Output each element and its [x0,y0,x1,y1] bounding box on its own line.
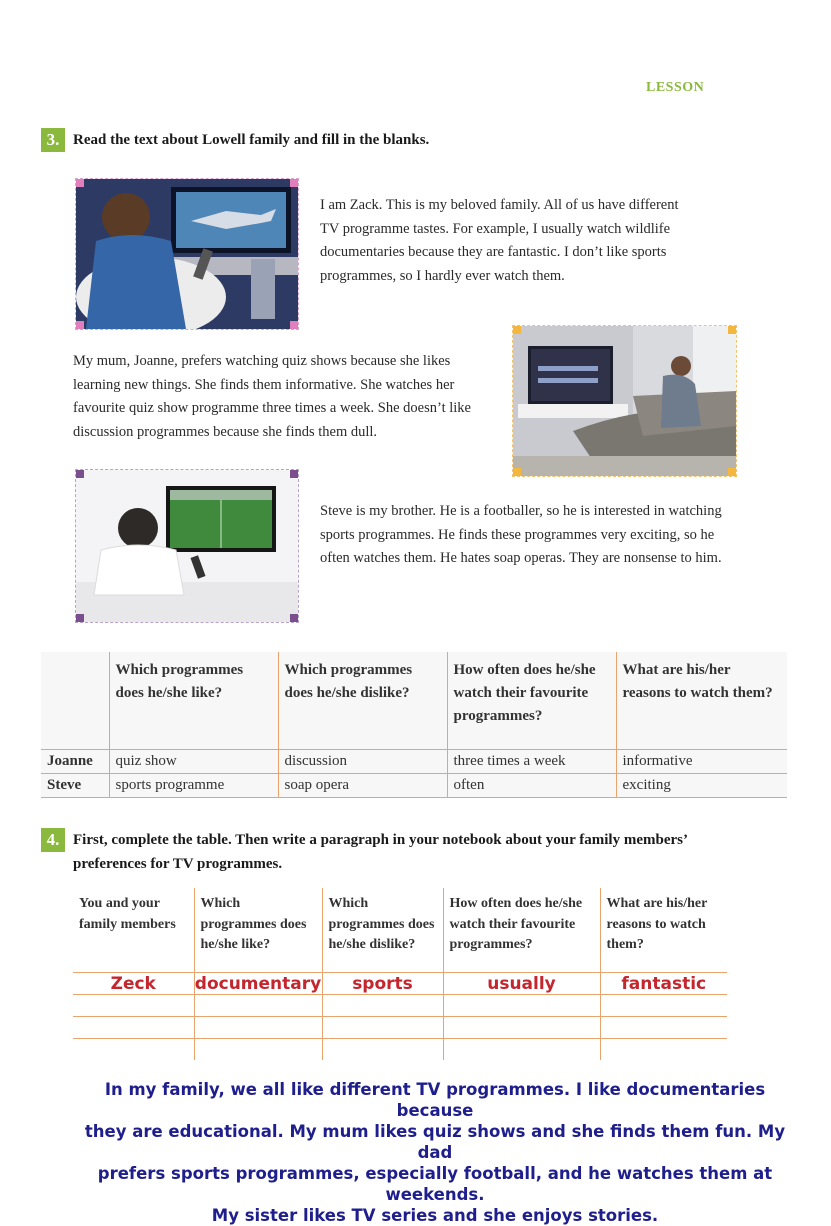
cell-member[interactable] [73,1039,194,1061]
paragraph-steve [320,500,770,571]
table-header-how-often: How often does he/she watch their favourite programmes? [447,652,616,750]
boy-watching-tv-illustration [76,179,298,329]
photo-woman-on-sofa [512,325,737,477]
cell-dislike: discussion [278,750,447,774]
cell-member[interactable] [73,995,194,1017]
photo-boy-watching-tv [75,178,299,330]
cell-reason[interactable] [600,1039,727,1061]
cell-reason: informative [616,750,787,774]
table-header-empty [41,652,109,750]
table-header-dislike: Which programmes does he/she dislike? [278,652,447,750]
exercise-3-title: Read the text about Lowell family and fill in the blanks. [73,132,430,148]
table-row [73,1017,727,1039]
exercise-3-number: 3. [41,128,65,152]
cell-reason[interactable] [600,995,727,1017]
cell-like[interactable] [194,995,322,1017]
cell-like[interactable]: documentary [194,973,322,994]
table-row [73,995,727,1017]
table-row [73,1039,727,1061]
row-name-steve: Steve [47,777,82,793]
table-header-row [41,652,787,750]
header-family-members: You and your family members [79,896,176,932]
row-name-joanne: Joanne [47,753,93,769]
header-dislike: Which programmes does he/she dislike? [322,888,443,973]
cell-dislike[interactable]: sports [322,973,443,995]
cell-how-often[interactable] [443,995,600,1017]
answer-line-3: prefers sports programmes, especially football, and he watches them at weekends. [97,1164,773,1204]
photo-man-watching-football [75,469,299,623]
cell-how-often[interactable] [443,1017,600,1039]
man-watching-football-illustration [76,470,298,622]
zack-line-2: TV programme tastes. For example, I usually watch wildlife [320,220,671,237]
mum-line-1: My mum, Joanne, prefers watching quiz shows because she likes [73,353,451,369]
zack-line-1: I am Zack. This is my beloved family. All of us have different [320,197,679,213]
table-header-reasons: What are his/her reasons to watch them? [616,652,787,750]
cell-dislike[interactable] [322,1039,443,1061]
cell-member[interactable] [73,1017,194,1039]
zack-line-4: programmes, so I hardly ever watch them. [320,267,565,284]
mum-line-2: learning new things. She finds them informative. She watches her [73,376,455,393]
exercise-4-title-line-2: preferences for TV programmes. [73,856,283,872]
header-like: Which programmes does he/she like? [194,888,322,973]
woman-on-sofa-illustration [513,326,736,476]
cell-like: sports programme [109,774,278,798]
answer-line-4: My sister likes TV series and she enjoys stories. [211,1206,659,1225]
mum-line-3: favourite quiz show programme three times a week. She doesn’t like [73,400,471,416]
paragraph-zack [320,194,740,288]
steve-line-3: often watches them. He hates soap operas. They are nonsense to him. [320,550,722,566]
cell-how-often[interactable] [443,1039,600,1061]
cell-member[interactable]: Zeck [110,973,156,994]
cell-like: quiz show [109,750,278,774]
cell-how-often[interactable]: usually [443,973,600,995]
header-reasons: What are his/her reasons to watch them? [600,888,727,973]
lesson-label: LESSON [646,80,705,95]
exercise-4-title-line-1: First, complete the table. Then write a paragraph in your notebook about your family members’ [73,832,688,848]
cell-reason: exciting [616,774,787,798]
steve-line-2: sports programmes. He finds these programmes very exciting, so he [320,526,715,543]
cell-like[interactable] [194,1039,322,1061]
cell-reason[interactable]: fantastic [600,973,727,995]
zack-line-3: documentaries because they are fantastic. I don’t like sports [320,244,667,260]
answer-line-2: they are educational. My mum likes quiz shows and she finds them fun. My dad [84,1122,786,1162]
cell-reason[interactable] [600,1017,727,1039]
table-header-like: Which programmes does he/she like? [109,652,278,750]
cell-dislike[interactable] [322,995,443,1017]
steve-line-1: Steve is my brother. He is a footballer, so he is interested in watching [320,503,722,519]
header-how-often: How often does he/she watch their favourite programmes? [443,888,600,973]
mum-line-4: discussion programmes because she finds them dull. [73,423,378,440]
cell-how-often: often [447,774,616,798]
exercise-4-table [73,888,727,1060]
exercise-4-number: 4. [41,828,65,852]
cell-like[interactable] [194,1017,322,1039]
handwritten-answer [70,1079,800,1226]
table-row [41,750,787,774]
table-row [41,774,787,798]
cell-dislike[interactable] [322,1017,443,1039]
table-row [73,973,727,995]
paragraph-mum [73,350,503,444]
cell-how-often: three times a week [447,750,616,774]
cell-dislike: soap opera [278,774,447,798]
exercise-3-table [41,652,787,798]
table-header-row [73,888,727,973]
answer-line-1: In my family, we all like different TV programmes. I like documentaries because [104,1080,766,1120]
